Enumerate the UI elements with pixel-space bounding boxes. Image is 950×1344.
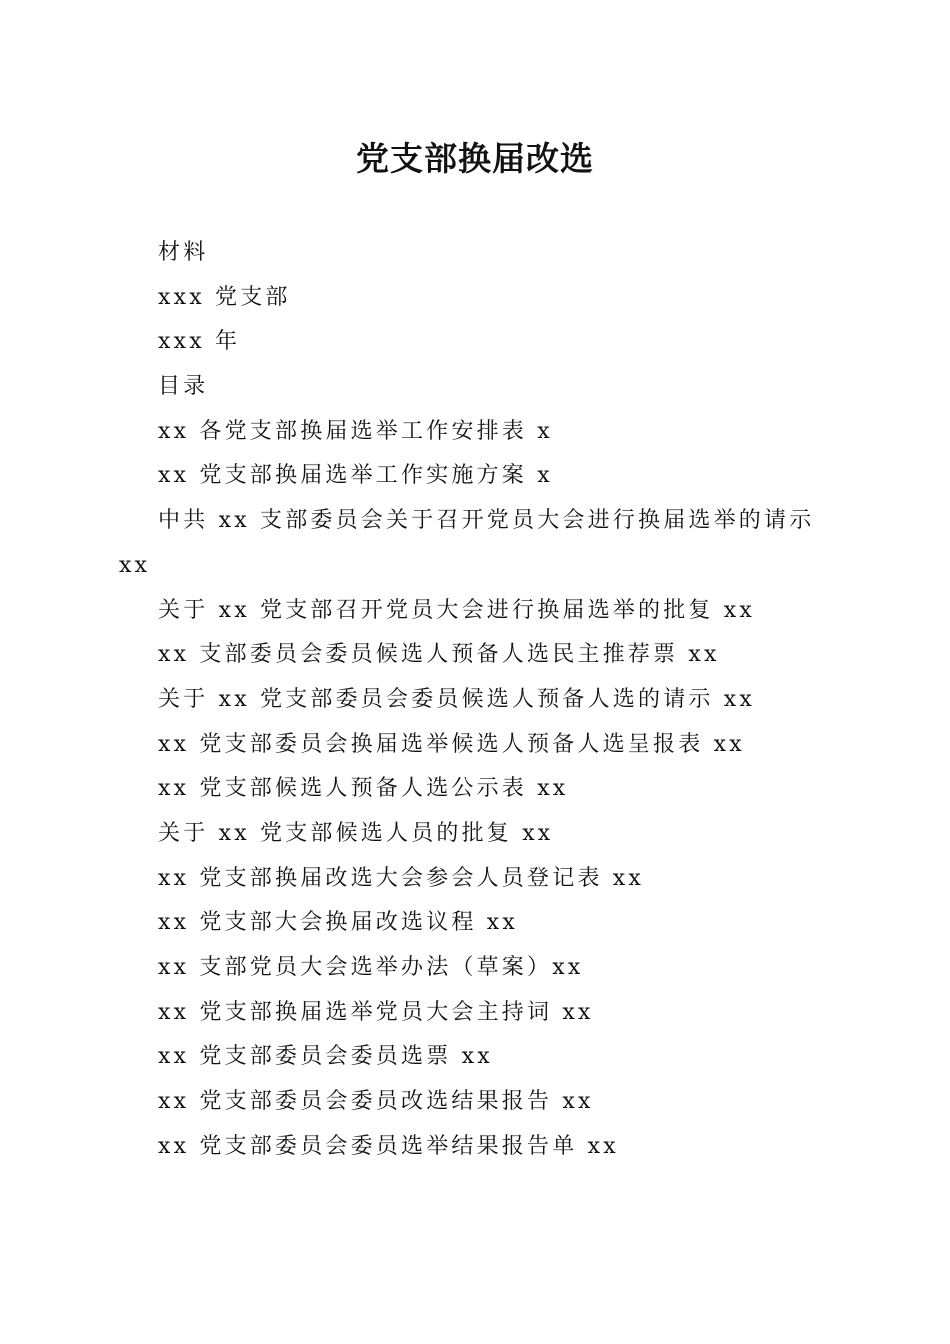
header-line-year: xxx 年 bbox=[158, 329, 241, 355]
toc-item: 关于 xx 党支部候选人员的批复 xx bbox=[158, 820, 554, 846]
toc-item: xx 党支部换届选举党员大会主持词 xx bbox=[158, 999, 594, 1025]
toc-item: xx 党支部委员会委员选举结果报告单 xx bbox=[158, 1133, 619, 1159]
toc-item: xx 党支部委员会委员选票 xx bbox=[158, 1044, 493, 1070]
toc-item: xx 党支部委员会委员改选结果报告 xx bbox=[158, 1089, 594, 1115]
header-line-branch: xxx 党支部 bbox=[158, 284, 291, 310]
header-line-materials: 材料 bbox=[158, 240, 209, 265]
document-title: 党支部换届改选 bbox=[356, 139, 594, 178]
toc-item: xx 各党支部换届选举工作安排表 x bbox=[158, 418, 553, 444]
toc-item: 中共 xx 支部委员会关于召开党员大会进行换届选举的请示 bbox=[158, 508, 815, 534]
toc-item: xx 支部党员大会选举办法（草案）xx bbox=[158, 955, 584, 980]
toc-heading: 目录 bbox=[158, 374, 209, 400]
toc-item: xx 党支部换届选举工作实施方案 x bbox=[158, 463, 553, 489]
toc-item: xx 党支部换届改选大会参会人员登记表 xx bbox=[158, 865, 645, 891]
document-body bbox=[119, 231, 829, 1169]
toc-item: xx 党支部大会换届改选议程 xx bbox=[158, 910, 519, 936]
toc-item: 关于 xx 党支部委员会委员候选人预备人选的请示 xx bbox=[158, 686, 756, 712]
toc-item: xx 党支部候选人预备人选公示表 xx bbox=[158, 776, 569, 802]
toc-item: xx 党支部委员会换届选举候选人预备人选呈报表 xx bbox=[158, 731, 745, 757]
toc-item: 关于 xx 党支部召开党员大会进行换届选举的批复 xx bbox=[158, 597, 756, 623]
toc-item: xx 支部委员会委员候选人预备人选民主推荐票 xx bbox=[158, 642, 720, 668]
toc-item-continuation: xx bbox=[119, 552, 151, 578]
